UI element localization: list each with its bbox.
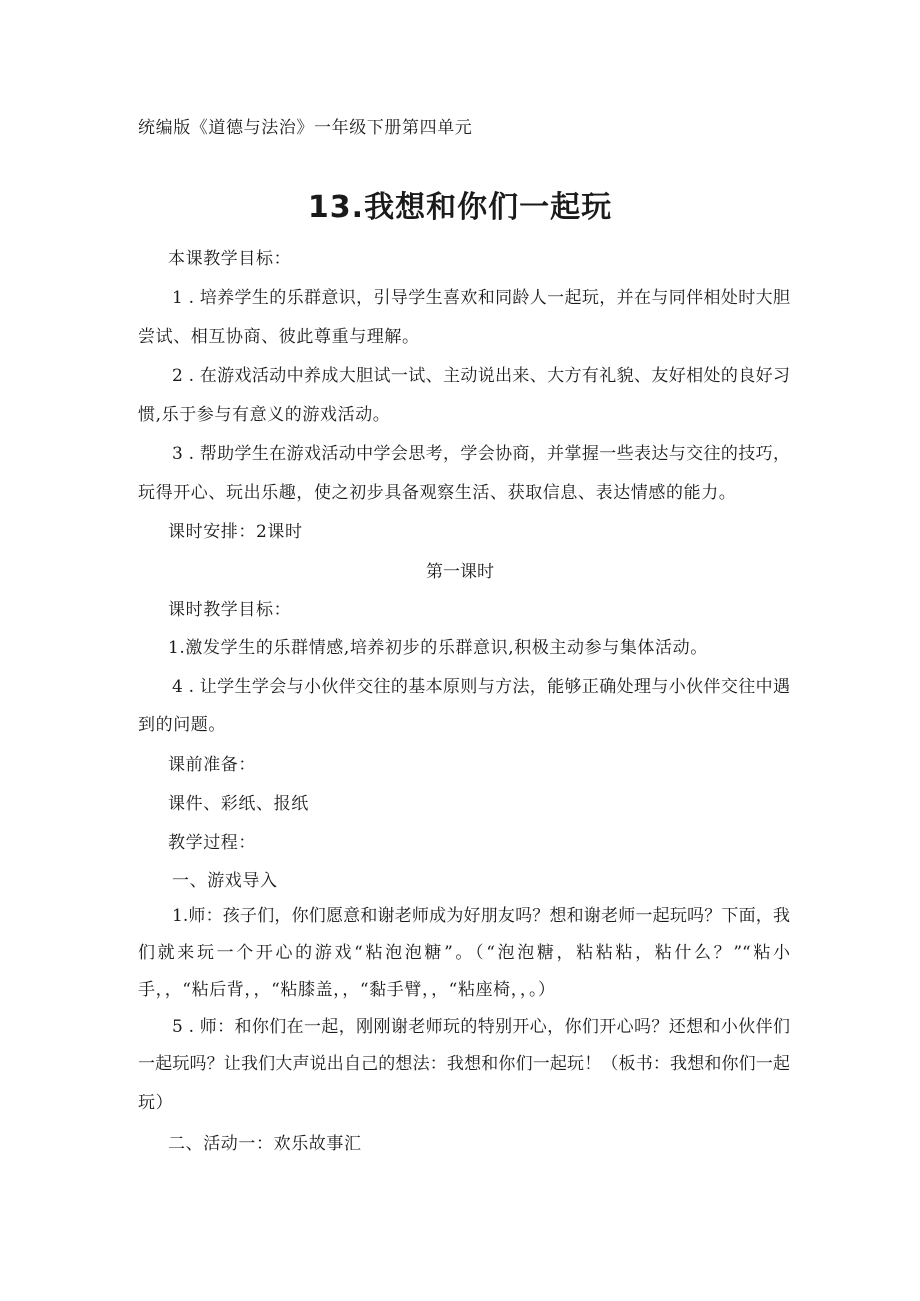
lesson-one-heading: 第一课时 (426, 562, 494, 582)
step-5-line2: 一起玩吗？让我们大声说出自己的想法：我想和你们一起玩！（板书：我想和你们一起 (138, 1054, 790, 1074)
page-title: 13.我想和你们一起玩 (307, 190, 613, 225)
course-goal-1-line2: 尝试、相互协商、彼此尊重与理解。 (138, 327, 420, 347)
course-goal-2-line1: 2 . 在游戏活动中养成大胆试一试、主动说出来、大方有礼貌、友好相处的良好习 (172, 366, 790, 386)
lesson-goal-1: 1.激发学生的乐群情感,培养初步的乐群意识,积极主动参与集体活动。 (168, 638, 708, 658)
course-goal-3-line2: 玩得开心、玩出乐趣，使之初步具备观察生活、获取信息、表达情感的能力。 (138, 483, 737, 503)
course-goal-1-line1: 1 . 培养学生的乐群意识，引导学生喜欢和同龄人一起玩，并在与同伴相处时大胆 (172, 288, 790, 308)
lesson-goal-4-line2: 到的问题。 (138, 715, 226, 735)
step-1-line2: 们就来玩一个开心的游戏“粘泡泡糖”。（“泡泡糖，粘粘粘，粘什么？”“粘小 (138, 943, 790, 963)
section-2-heading: 二、活动一：欢乐故事汇 (168, 1134, 362, 1154)
step-1-line1: 1.师：孩子们，你们愿意和谢老师成为好朋友吗？想和谢老师一起玩吗？下面，我 (172, 906, 790, 926)
course-goals-heading: 本课教学目标： (168, 249, 292, 269)
schedule: 课时安排：2课时 (168, 522, 303, 542)
lesson-goal-4-line1: 4 . 让学生学会与小伙伴交往的基本原则与方法，能够正确处理与小伙伴交往中遇 (172, 677, 790, 697)
course-goal-2-line2: 惯,乐于参与有意义的游戏活动。 (138, 405, 391, 425)
course-goal-3-line1: 3 . 帮助学生在游戏活动中学会思考，学会协商，并掌握一些表达与交往的技巧， (172, 444, 790, 464)
section-1-heading: 一、游戏导入 (172, 871, 278, 891)
step-1-line3: 手，，“粘后背，，“粘膝盖，，“黏手臂，，“粘座椅，，。） (138, 980, 556, 1000)
process-heading: 教学过程： (168, 833, 256, 853)
lesson-goals-heading: 课时教学目标： (168, 600, 292, 620)
prep-items: 课件、彩纸、报纸 (168, 794, 309, 814)
series-header: 统编版《道德与法治》一年级下册第四单元 (138, 118, 473, 138)
step-5-line3: 玩） (138, 1093, 174, 1113)
step-5-line1: 5 . 师：和你们在一起，刚刚谢老师玩的特别开心，你们开心吗？还想和小伙伴们 (172, 1017, 790, 1037)
prep-heading: 课前准备： (168, 755, 256, 775)
